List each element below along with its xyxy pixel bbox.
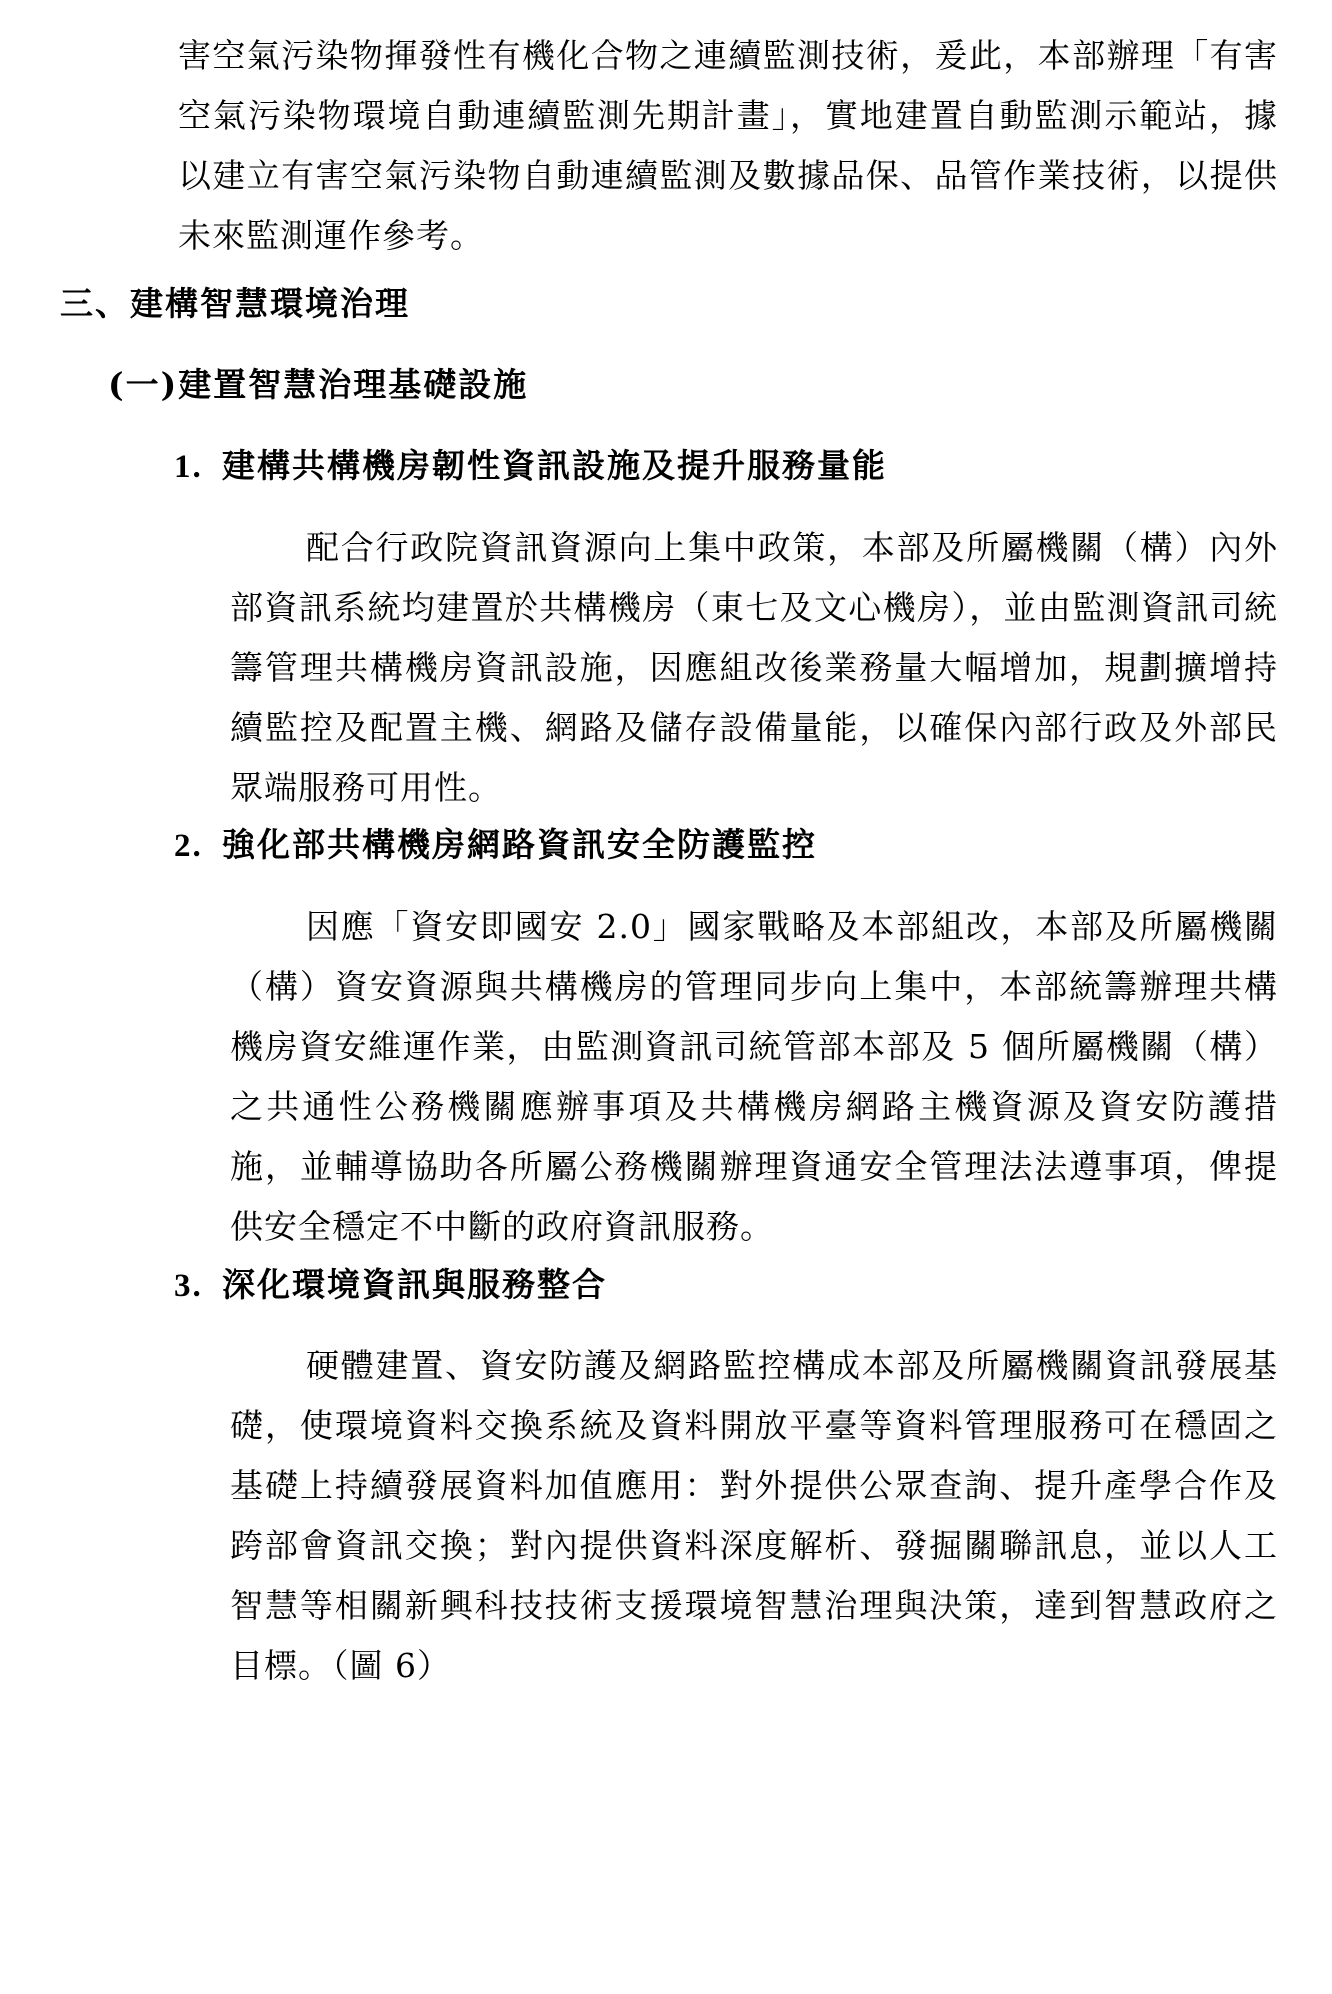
- item-title: 強化部共構機房網路資訊安全防護監控: [222, 825, 817, 864]
- item-title: 深化環境資訊與服務整合: [222, 1265, 607, 1304]
- item-body-2: 因應「資安即國安 2.0」國家戰略及本部組改，本部及所屬機關（構）資安資源與共構機房的管理同步向上集中，本部統籌辦理共構機房資安維運作業，由監測資訊司統管部本部及 5 個所屬機關（構）之共通性公務機關應辦事項及共構機房網路主機資源及資安防護措施，並輔導協助各所屬公務機關辦理資通安全管理法法遵事項，俾提供安全穩定不中斷的政府資訊服務。: [230, 907, 1278, 1246]
- item-number: 2.: [174, 828, 203, 864]
- item-heading-1: [174, 444, 887, 489]
- item-number: 3.: [174, 1268, 203, 1304]
- intro-paragraph: 害空氣污染物揮發性有機化合物之連續監測技術，爰此，本部辦理「有害空氣污染物環境自動連續監測先期計畫」，實地建置自動監測示範站，據以建立有害空氣污染物自動連續監測及數據品保、品管作業技術，以提供未來監測運作參考。: [178, 36, 1278, 255]
- item-body-3: 硬體建置、資安防護及網路監控構成本部及所屬機關資訊發展基礎，使環境資料交換系統及資料開放平臺等資料管理服務可在穩固之基礎上持續發展資料加值應用：對外提供公眾查詢、提升產學合作及跨部會資訊交換；對內提供資料深度解析、發掘關聯訊息，並以人工智慧等相關新興科技技術支援環境智慧治理與決策，達到智慧政府之目標。（圖 6）: [230, 1346, 1278, 1685]
- item-body-1: 配合行政院資訊資源向上集中政策，本部及所屬機關（構）內外部資訊系統均建置於共構機房（東七及文心機房），並由監測資訊司統籌管理共構機房資訊設施，因應組改後業務量大幅增加，規劃擴增持續監控及配置主機、網路及儲存設備量能，以確保內部行政及外部民眾端服務可用性。: [230, 528, 1278, 807]
- subsection-heading: (一)建置智慧治理基礎設施: [108, 365, 529, 404]
- item-heading-2: [174, 823, 817, 868]
- item-number: 1.: [174, 449, 203, 485]
- item-title: 建構共構機房韌性資訊設施及提升服務量能: [222, 446, 887, 485]
- item-heading-3: [174, 1263, 607, 1308]
- section-heading: 三、建構智慧環境治理: [60, 284, 410, 323]
